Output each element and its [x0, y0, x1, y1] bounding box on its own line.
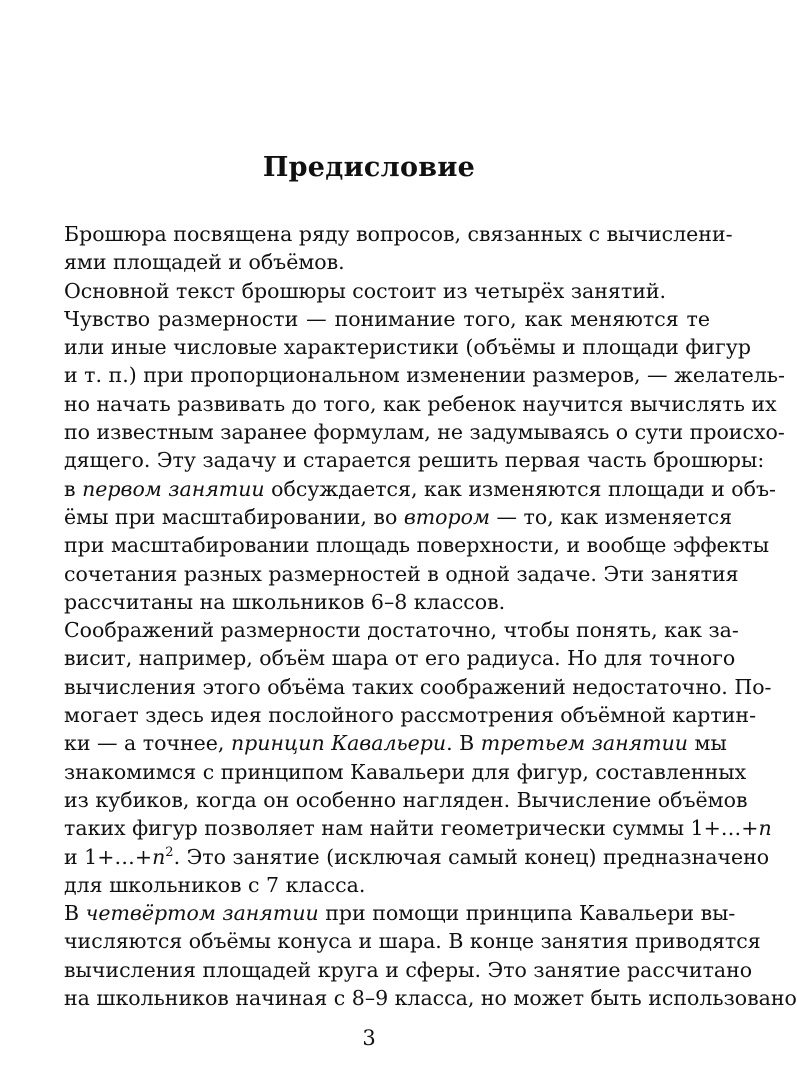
text-line [64, 758, 747, 786]
text-line [64, 701, 757, 729]
text-segment: дящего. Эту задачу и старается решить первая часть брошюры: [64, 448, 765, 473]
text-segment: из кубиков, когда он особенно нагляден. Вычисление объёмов [64, 787, 748, 812]
text-segment: знакомимся с принципом Кавальери для фигур, составленных [64, 759, 747, 784]
text-segment: обсуждается, как изменяются площади и объ- [264, 476, 776, 501]
text-segment: по известным заранее формулам, не задумываясь о сути происхо- [64, 420, 785, 445]
text-line [64, 616, 739, 644]
emphasis-text: принцип Кавальери [230, 731, 447, 756]
text-line [64, 729, 727, 757]
text-segment: рассчитаны на школьников 6–8 классов. [64, 589, 506, 614]
text-segment: ями площадей и объёмов. [64, 250, 345, 275]
text-segment: числяются объёмы конуса и шара. В конце занятия приводятся [64, 929, 761, 954]
text-line [64, 644, 736, 672]
text-segment: Чувство размерности — понимание того, как меняются те [64, 306, 710, 331]
page-title: Предисловие [262, 152, 476, 183]
text-segment: при помощи принципа Кавальери вы- [318, 901, 736, 926]
text-segment: но начать развивать до того, как ребенок научится вычислять их [64, 391, 777, 416]
emphasis-text: третьем занятии [480, 731, 689, 756]
text-segment: Основной текст брошюры состоит из четырёх занятий. [64, 278, 667, 303]
emphasis-text: первом занятии [82, 476, 265, 501]
text-line [64, 305, 710, 333]
text-segment: ки — а точнее, [64, 731, 231, 756]
text-line [64, 361, 785, 389]
body-text [64, 220, 797, 1012]
text-segment: или иные числовые характеристики (объёмы и площади фигур [64, 335, 751, 360]
text-segment: вычисления площадей круга и сферы. Это занятие рассчитано [64, 957, 753, 982]
text-line [64, 503, 733, 531]
text-line [64, 277, 710, 305]
text-line [64, 531, 770, 559]
text-line [64, 927, 761, 955]
text-segment: В [64, 901, 86, 926]
text-line [64, 333, 751, 361]
text-line [64, 786, 748, 814]
text-segment: при масштабировании площадь поверхности, и вообще эффекты [64, 533, 770, 558]
text-segment: Брошюра посвящена ряду вопросов, связанных с вычислени- [64, 222, 733, 246]
text-segment: для школьников с 7 класса. [64, 872, 366, 897]
text-segment: висит, например, объём шара от его радиуса. Но для точного [64, 646, 736, 671]
text-line [64, 446, 765, 474]
text-line [64, 899, 736, 927]
text-segment: могает здесь идея послойного рассмотрения объёмной картин- [64, 703, 757, 728]
text-line [64, 814, 772, 842]
text-segment: и т. п.) при пропорциональном изменении размеров, — желатель- [64, 363, 785, 388]
text-segment: вычисления этого объёма таких соображений недостаточно. По- [64, 674, 772, 699]
text-segment: и 1+…+ [64, 844, 153, 869]
text-segment: мы [688, 731, 727, 756]
text-line [64, 588, 710, 616]
page-number: 3 [362, 1026, 376, 1050]
text-segment: в [64, 476, 83, 501]
text-segment: на школьников начиная с 8–9 класса, но может быть использовано [64, 986, 797, 1011]
text-line [64, 418, 785, 446]
text-segment: таких фигур позволяет нам найти геометрически суммы 1+…+ [64, 816, 759, 841]
text-segment: . Это занятие (исключая самый конец) предназначено [173, 844, 770, 869]
text-line [64, 220, 733, 248]
text-segment: сочетания разных размерностей в одной задаче. Эти занятия [64, 561, 739, 586]
text-line [64, 475, 776, 503]
text-line [64, 248, 710, 276]
text-segment: . В [446, 731, 481, 756]
text-segment: 2 [165, 844, 174, 860]
text-segment: ёмы при масштабировании, во [64, 504, 404, 529]
emphasis-text: n [758, 816, 772, 841]
text-segment: Соображений размерности достаточно, чтобы понять, как за- [64, 618, 739, 643]
text-line [64, 871, 710, 899]
emphasis-text: втором [403, 504, 490, 529]
emphasis-text: n [152, 844, 166, 869]
text-line [64, 673, 772, 701]
text-line [64, 560, 739, 588]
text-line [64, 956, 753, 984]
text-line [64, 984, 797, 1012]
text-line [64, 843, 770, 871]
text-segment: — то, как изменяется [490, 504, 733, 529]
emphasis-text: четвёртом занятии [85, 901, 319, 926]
text-line [64, 390, 777, 418]
